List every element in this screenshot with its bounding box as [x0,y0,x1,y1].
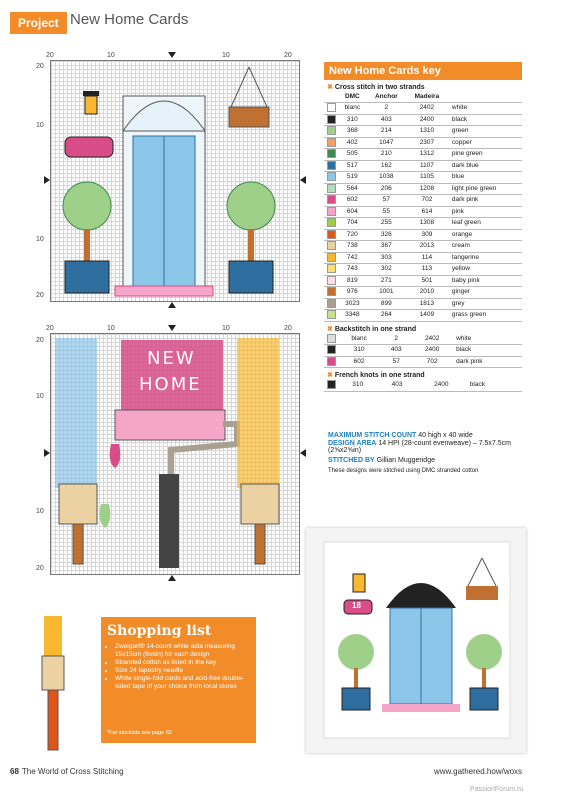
key-section-cross-label: Cross stitch in two strands [334,84,425,91]
anchor-code: 899 [367,298,406,309]
color-swatch [327,345,336,354]
dmc-code: 602 [338,195,367,206]
key-title: New Home Cards key [324,62,522,80]
color-swatch [327,241,336,250]
dmc-code: 819 [338,275,367,286]
swatch [324,229,338,240]
shopping-items [101,643,256,691]
dmc-code: 564 [338,183,367,194]
madeira-code: 1107 [406,160,448,171]
madeira-code: 114 [406,252,448,263]
cross-stitch-table [324,92,522,322]
dmc-code: 3023 [338,298,367,309]
color-swatch [327,357,336,366]
dmc-code: 976 [338,287,367,298]
french-knot-table [324,380,522,391]
anchor-code: 57 [380,356,412,367]
anchor-code: 367 [367,241,406,252]
chart1-side-label: 20 [36,292,44,299]
shopping-title: Shopping list [107,623,212,639]
key-row [324,241,522,252]
madeira-code: 2307 [406,137,448,148]
key-row [324,218,522,229]
madeira-code: 1409 [406,310,448,321]
color-swatch [327,276,336,285]
center-arrow-left [44,449,50,457]
swatch [324,206,338,217]
stockists-note: *For stockists see page 82 [107,730,172,736]
color-name: white [452,334,522,345]
color-name: grey [448,298,522,309]
chart2-side-label: 10 [36,393,44,400]
madeira-code: 2010 [406,287,448,298]
key-row [324,206,522,217]
color-swatch [327,126,336,135]
key-row [324,229,522,240]
color-name: ginger [448,287,522,298]
house-number: 18 [352,601,361,610]
design-area-value: 14 HPI (28-count evenweave) – 7.5x7.5cm (2⅝x2⅝in) [328,440,511,454]
key-row [324,195,522,206]
dmc-code: 742 [338,252,367,263]
anchor-code: 162 [367,160,406,171]
color-name: tangerine [448,252,522,263]
anchor-code: 403 [367,114,406,125]
swatch [324,345,338,356]
door-chart [50,60,300,302]
color-name: dark blue [448,160,522,171]
color-name: yellow [448,264,522,275]
anchor-code: 2 [380,334,412,345]
madeira-code: 1310 [406,126,448,137]
madeira-code: 1312 [406,149,448,160]
col-dmc: DMC [338,92,367,103]
madeira-code: 501 [406,275,448,286]
dmc-code: 720 [338,229,367,240]
chart1-top-label: 20 [284,52,292,59]
finished-card-drawing [306,528,526,753]
stitched-by-label: STITCHED BY [328,457,375,464]
thread-key [324,62,522,392]
anchor-code: 214 [367,126,406,137]
anchor-code: 1001 [367,287,406,298]
color-name: dark pink [452,356,522,367]
key-row [324,114,522,125]
dmc-code: 310 [338,345,380,356]
center-arrow-bottom [168,302,176,308]
swatch [324,218,338,229]
chart2-top-label: 10 [222,325,230,332]
col-madeira: Madeira [406,92,448,103]
dmc-code: 402 [338,137,367,148]
key-section-cross: ✖ Cross stitch in two strands [327,84,425,91]
color-name: black [466,380,522,391]
key-row [324,310,522,321]
madeira-code: 2400 [406,114,448,125]
key-section-french-label: French knots in one strand [334,372,425,380]
key-row [324,380,522,391]
key-row [324,275,522,286]
key-section-french: ✖ French knots in one strand [327,372,425,380]
dmc-code: 519 [338,172,367,183]
key-row [324,126,522,137]
anchor-code: 206 [367,183,406,194]
center-arrow-bottom [168,575,176,581]
madeira-code: 2013 [406,241,448,252]
swatch [324,264,338,275]
key-row [324,298,522,309]
shopping-item: • Zweigart® 14-count white aida measuring 15x15cm (6x6in) for each design [115,643,250,659]
chart2-top-label: 20 [284,325,292,332]
center-arrow-left [44,176,50,184]
madeira-code: 2400 [412,345,452,356]
color-name: cream [448,241,522,252]
anchor-code: 403 [377,380,416,391]
swatch [324,126,338,137]
color-name: white [448,103,522,114]
color-name: dark pink [448,195,522,206]
section-tab: Project [10,12,67,34]
color-swatch [327,115,336,124]
sign-text-home: HOME [139,374,202,395]
swatch [324,287,338,298]
dmc-code: blanc [338,103,367,114]
madeira-code: 614 [406,206,448,217]
key-row [324,264,522,275]
chart1-side-label: 10 [36,122,44,129]
anchor-code: 1038 [367,172,406,183]
swatch [324,356,338,367]
center-arrow-top [168,52,176,58]
color-swatch [327,195,336,204]
dmc-code: 604 [338,206,367,217]
paintbrush-illustration [22,612,82,762]
dmc-code: blanc [338,334,380,345]
shopping-item: • White single-fold cards and acid-free double-sided tape of your choice from local stores [115,675,250,691]
dmc-code: 743 [338,264,367,275]
anchor-code: 326 [367,229,406,240]
max-stitch-label: MAXIMUM STITCH COUNT [328,432,417,439]
color-swatch [327,287,336,296]
swatch [324,172,338,183]
backstitch-table [324,334,522,368]
dmc-code: 505 [338,149,367,160]
dmc-code: 602 [338,356,380,367]
madeira-code: 2400 [417,380,466,391]
key-section-backstitch: ✖ Backstitch in one strand [327,325,417,333]
footer-left [10,767,124,776]
dmc-code: 310 [338,114,367,125]
madeira-code: 2402 [406,103,448,114]
color-name: black [448,114,522,125]
footer-url[interactable]: www.gathered.how/woxs [434,767,523,776]
key-row [324,252,522,263]
color-swatch [327,103,336,112]
color-name: copper [448,137,522,148]
anchor-code: 210 [367,149,406,160]
color-swatch [327,230,336,239]
color-swatch [327,264,336,273]
chart2-side-label: 10 [36,508,44,515]
thread-note: These designs were stitched using DMC stranded cotton [328,468,479,474]
dmc-code: 517 [338,160,367,171]
paintbrush-chart [50,333,300,575]
swatch [324,241,338,252]
madeira-code: 2402 [412,334,452,345]
key-section-back-label: Backstitch in one strand [334,325,417,333]
madeira-code: 1105 [406,172,448,183]
sign-text-new: NEW [147,348,196,369]
shopping-item: • Stranded cotton as listed in the key [115,659,250,667]
page-number: 68 [10,767,19,776]
color-name: grass green [448,310,522,321]
color-name: green [448,126,522,137]
chart1-top-label: 10 [222,52,230,59]
anchor-code: 303 [367,252,406,263]
anchor-code: 255 [367,218,406,229]
key-row [324,149,522,160]
chart1-side-label: 20 [36,63,44,70]
color-name: pine green [448,149,522,160]
color-swatch [327,184,336,193]
color-swatch [327,172,336,181]
swatch [324,103,338,114]
dmc-code: 704 [338,218,367,229]
color-swatch [327,310,336,319]
magazine-name: The World of Cross Stitching [21,767,124,776]
swatch [324,252,338,263]
color-name: pink [448,206,522,217]
key-row [324,356,522,367]
key-row [324,183,522,194]
anchor-code: 302 [367,264,406,275]
chart2-side-label: 20 [36,337,44,344]
swatch [324,298,338,309]
dmc-code: 368 [338,126,367,137]
swatch [324,275,338,286]
anchor-code: 57 [367,195,406,206]
madeira-code: 1208 [406,183,448,194]
chart1-side-label: 10 [36,236,44,243]
swatch [324,380,338,391]
dmc-code: 3348 [338,310,367,321]
color-name: orange [448,229,522,240]
swatch [324,114,338,125]
chart1-top-label: 10 [107,52,115,59]
chart2-side-label: 20 [36,565,44,572]
madeira-code: 113 [406,264,448,275]
stitched-by-value: Gillian Muggeridge [376,457,435,464]
swatch [324,334,338,345]
key-row [324,345,522,356]
color-name: baby pink [448,275,522,286]
color-swatch [327,253,336,262]
color-swatch [327,380,336,389]
shopping-list [101,617,256,743]
chart2-top-label: 20 [46,325,54,332]
key-row [324,172,522,183]
key-row [324,287,522,298]
door-chart-drawing [51,61,299,301]
madeira-code: 309 [406,229,448,240]
color-name: leaf green [448,218,522,229]
page-title: New Home Cards [70,11,189,28]
color-name: black [452,345,522,356]
max-stitch-value: 40 high x 40 wide [418,432,473,439]
anchor-code: 271 [367,275,406,286]
madeira-code: 702 [412,356,452,367]
color-name: light pine green [448,183,522,194]
swatch [324,310,338,321]
anchor-code: 55 [367,206,406,217]
dmc-code: 310 [338,380,377,391]
color-swatch [327,299,336,308]
color-swatch [327,207,336,216]
dmc-code: 738 [338,241,367,252]
swatch [324,149,338,160]
color-name: blue [448,172,522,183]
paintbrush-chart-drawing [51,334,299,574]
finished-card-photo [306,528,526,753]
madeira-code: 1308 [406,218,448,229]
color-swatch [327,334,336,343]
madeira-code: 1813 [406,298,448,309]
color-swatch [327,138,336,147]
color-swatch [327,149,336,158]
col-anchor: Anchor [367,92,406,103]
anchor-code: 1047 [367,137,406,148]
design-area-label: DESIGN AREA [328,440,377,447]
shopping-item: • Size 24 tapestry needle [115,667,250,675]
swatch [324,160,338,171]
center-arrow-top [168,325,176,331]
center-arrow-right [300,176,306,184]
key-row [324,103,522,114]
key-header-row [324,92,522,103]
swatch [324,183,338,194]
anchor-code: 403 [380,345,412,356]
key-row [324,334,522,345]
watermark: PassionForum.ru [470,786,524,793]
anchor-code: 264 [367,310,406,321]
color-swatch [327,218,336,227]
design-info [328,432,524,474]
chart1-top-label: 20 [46,52,54,59]
swatch [324,195,338,206]
chart2-top-label: 10 [107,325,115,332]
color-swatch [327,161,336,170]
key-row [324,160,522,171]
center-arrow-right [300,449,306,457]
swatch [324,137,338,148]
madeira-code: 702 [406,195,448,206]
anchor-code: 2 [367,103,406,114]
key-row [324,137,522,148]
